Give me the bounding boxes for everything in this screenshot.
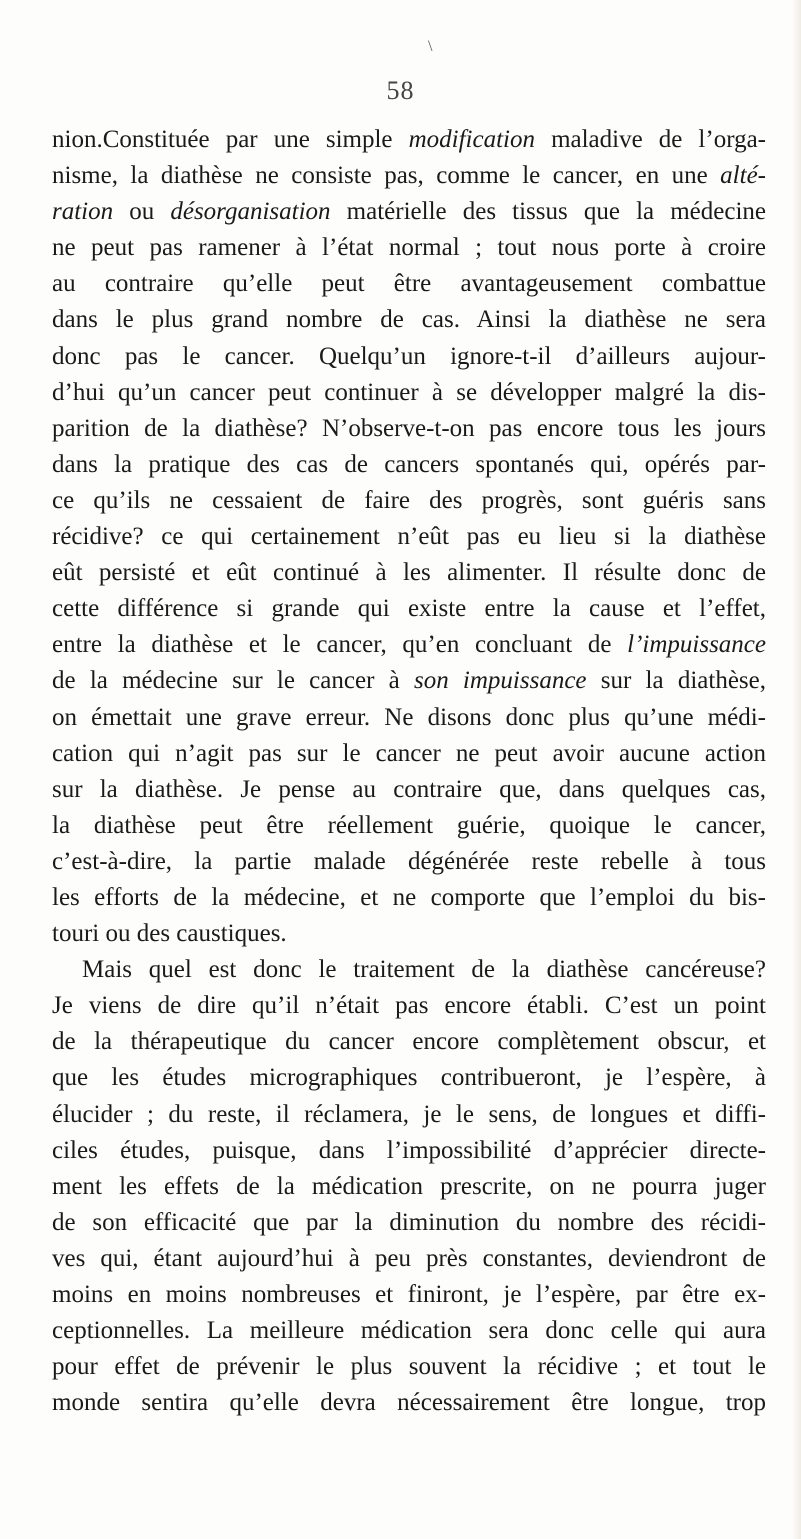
page-number: 58 bbox=[386, 76, 415, 105]
text-run: nisme, la diathèse ne consiste pas, comme le cancer, en une bbox=[52, 162, 721, 190]
text-run: ceptionnelles. La meilleure médication sera donc celle qui aura bbox=[52, 1317, 766, 1345]
text-run: donc pas le cancer. Quelqu’un ignore-t-il d’ailleurs aujour- bbox=[52, 342, 766, 370]
text-line bbox=[52, 736, 766, 772]
text-line bbox=[52, 158, 766, 194]
text-run: de la thérapeutique du cancer encore complètement obscur, et bbox=[52, 1028, 766, 1056]
text-line bbox=[52, 591, 766, 627]
text-line bbox=[52, 519, 766, 555]
page-edge-shadow bbox=[791, 0, 801, 1539]
text-line bbox=[52, 1060, 766, 1096]
text-run: pour effet de prévenir le plus souvent la récidive ; et tout le bbox=[52, 1353, 766, 1381]
text-run: touri ou des caustiques. bbox=[52, 920, 287, 948]
text-line bbox=[52, 627, 766, 663]
italic-text: modification bbox=[408, 126, 535, 153]
text-line bbox=[52, 808, 766, 844]
text-run: nion.Constituée par une simple bbox=[52, 126, 409, 153]
italic-text: son impuissance bbox=[413, 667, 587, 695]
text-run: cation qui n’agit pas sur le cancer ne peut avoir aucune action bbox=[52, 739, 766, 767]
text-line bbox=[52, 988, 766, 1024]
body-text bbox=[52, 122, 766, 1421]
text-line bbox=[52, 375, 766, 411]
text-run: ciles études, puisque, dans l’impossibilité d’apprécier directe- bbox=[52, 1136, 766, 1164]
text-run: monde sentira qu’elle devra nécessairement être longue, trop bbox=[52, 1389, 766, 1417]
text-line bbox=[52, 952, 766, 988]
text-line bbox=[52, 266, 766, 302]
text-line bbox=[52, 194, 766, 230]
text-run: d’hui qu’un cancer peut continuer à se développer malgré la dis- bbox=[52, 378, 766, 406]
text-run: dans le plus grand nombre de cas. Ainsi la diathèse ne sera bbox=[52, 306, 766, 334]
text-line bbox=[52, 122, 766, 158]
text-line bbox=[52, 880, 766, 916]
italic-text: alté- bbox=[720, 162, 766, 190]
text-run: Je viens de dire qu’il n’était pas encore établi. C’est un point bbox=[52, 992, 766, 1020]
text-run: la diathèse peut être réellement guérie, quoique le cancer, bbox=[52, 811, 766, 839]
text-line bbox=[52, 1097, 766, 1133]
italic-text: ration bbox=[52, 198, 114, 226]
text-line bbox=[52, 844, 766, 880]
text-line bbox=[52, 1169, 766, 1205]
text-line bbox=[52, 700, 766, 736]
text-run: sur la diathèse, bbox=[586, 667, 766, 695]
text-run: ou bbox=[113, 198, 171, 226]
text-line bbox=[52, 1133, 766, 1169]
text-line bbox=[52, 1313, 766, 1349]
text-run: élucider ; du reste, il réclamera, je le sens, de longues et diffi- bbox=[52, 1100, 766, 1128]
text-run: que les études micrographiques contribueront, je l’espère, à bbox=[52, 1064, 766, 1092]
text-line bbox=[52, 1024, 766, 1060]
text-run: ce qu’ils ne cessaient de faire des progrès, sont guéris sans bbox=[52, 486, 766, 514]
italic-text: désorganisation bbox=[170, 198, 331, 226]
text-line bbox=[52, 411, 766, 447]
text-run: on émettait une grave erreur. Ne disons donc plus qu’une médi- bbox=[52, 703, 766, 731]
text-line bbox=[52, 230, 766, 266]
text-run: ne peut pas ramener à l’état normal ; tout nous porte à croire bbox=[52, 234, 766, 262]
text-run: au contraire qu’elle peut être avantageusement combattue bbox=[52, 270, 766, 298]
text-run: entre la diathèse et le cancer, qu’en concluant de bbox=[52, 631, 628, 659]
text-run: parition de la diathèse? N’observe-t-on pas encore tous les jours bbox=[52, 414, 766, 442]
text-run: c’est-à-dire, la partie malade dégénérée reste rebelle à tous bbox=[52, 847, 766, 875]
text-line bbox=[52, 1349, 766, 1385]
text-run: dans la pratique des cas de cancers spontanés qui, opérés par- bbox=[52, 450, 766, 478]
text-run: ment les effets de la médication prescrite, on ne pourra juger bbox=[52, 1172, 766, 1200]
text-line bbox=[52, 339, 766, 375]
text-line bbox=[52, 1205, 766, 1241]
corner-mark: \ bbox=[428, 38, 433, 55]
text-line bbox=[52, 555, 766, 591]
text-line bbox=[52, 772, 766, 808]
text-line bbox=[52, 916, 766, 952]
text-line bbox=[52, 302, 766, 338]
text-run: maladive de l’orga- bbox=[535, 126, 767, 153]
italic-text: l’impuissance bbox=[627, 631, 766, 659]
text-line bbox=[52, 1277, 766, 1313]
text-line bbox=[52, 663, 766, 699]
text-run: cette différence si grande qui existe entre la cause et l’effet, bbox=[52, 595, 766, 623]
text-run: récidive? ce qui certainement n’eût pas eu lieu si la diathèse bbox=[52, 523, 766, 551]
text-run: de la médecine sur le cancer à bbox=[52, 667, 414, 695]
text-run: Mais quel est donc le traitement de la diathèse cancéreuse? bbox=[82, 956, 766, 984]
text-run: les efforts de la médecine, et ne comporte que l’emploi du bis- bbox=[52, 883, 766, 911]
text-run: moins en moins nombreuses et finiront, je l’espère, par être ex- bbox=[52, 1281, 766, 1308]
text-line bbox=[52, 1241, 766, 1277]
text-line bbox=[52, 1385, 766, 1421]
text-run: eût persisté et eût continué à les alimenter. Il résulte donc de bbox=[52, 559, 766, 587]
text-line bbox=[52, 447, 766, 483]
text-run: matérielle des tissus que la médecine bbox=[330, 198, 766, 226]
text-run: sur la diathèse. Je pense au contraire que, dans quelques cas, bbox=[52, 775, 766, 803]
text-line bbox=[52, 483, 766, 519]
text-run: ves qui, étant aujourd’hui à peu près constantes, deviendront de bbox=[52, 1244, 766, 1272]
text-run: de son efficacité que par la diminution du nombre des récidi- bbox=[52, 1208, 766, 1236]
